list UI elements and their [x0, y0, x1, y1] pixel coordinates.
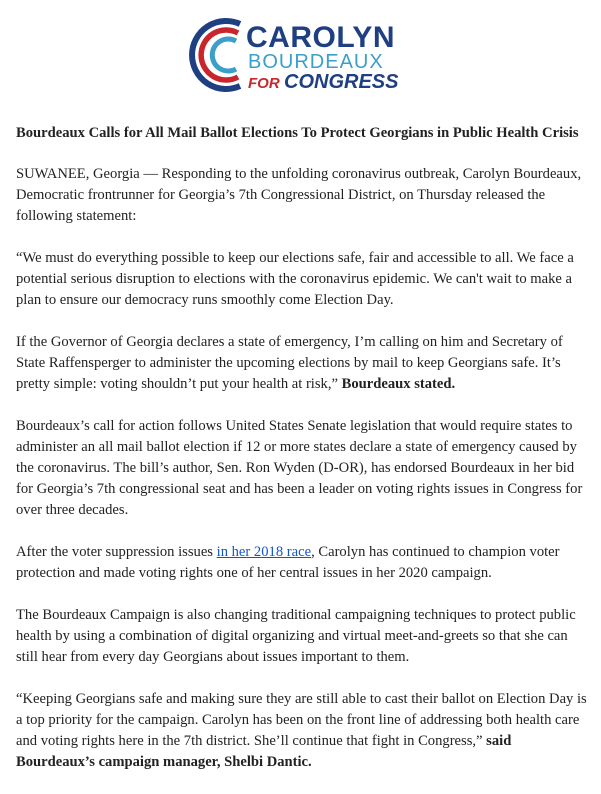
- press-release-body: [16, 123, 588, 794]
- quote-2-text: If the Governor of Georgia declares a state of emergency, I’m calling on him and Secretary of State Raffensperger to administer the upcoming elections by mail to keep Georgians safe. It’s pretty simple: voting shouldn’t put your health at risk,”: [16, 334, 563, 392]
- paragraph-quote-2: [16, 332, 588, 395]
- logo-congress: CONGRESS: [284, 71, 399, 93]
- headline: Bourdeaux Calls for All Mail Ballot Elections To Protect Georgians in Public Health Crisis: [16, 125, 579, 141]
- voter-protection-text-before: After the voter suppression issues: [16, 544, 217, 560]
- logo-name-first: CAROLYN: [246, 21, 396, 54]
- paragraph-voter-protection: [16, 542, 588, 584]
- manager-quote-text: “Keeping Georgians safe and making sure they are still able to cast their ballot on Election Day is a top priority for the campaign. Carolyn has been on the front line of addressing both health care and voting rights here in the 7th district. She’ll continue that fight in Congress,”: [16, 691, 587, 749]
- quote-2-attribution: Bourdeaux stated.: [341, 376, 456, 392]
- paragraph-campaign-manager-quote: [16, 689, 588, 773]
- logo-c-icon: [192, 21, 240, 89]
- paragraph-legislation: Bourdeaux’s call for action follows United States Senate legislation that would require states to administer an all mail ballot election if 12 or more states declare a state of emergency caused by the coronavirus. The bill’s author, Sen. Ron Wyden (D-OR), has endorsed Bourdeaux in her bid for Georgia’s 7th congressional seat and has been a leader on voting rights issues in Congress for over three decades.: [16, 418, 583, 518]
- logo-name-last: BOURDEAUX: [248, 51, 384, 73]
- paragraph-campaign-techniques: The Bourdeaux Campaign is also changing traditional campaigning techniques to protect public health by using a combination of digital organizing and virtual meet-and-greets so that she can still hear from every day Georgians about issues important to them.: [16, 607, 576, 665]
- link-2018-race[interactable]: in her 2018 race: [216, 544, 312, 560]
- logo-graphic: [188, 14, 428, 96]
- logo-for: FOR: [248, 75, 280, 92]
- voter-protection-text-after: , Carolyn has continued to champion voter protection and made voting rights one of her central issues in her 2020 campaign.: [16, 544, 560, 581]
- manager-quote-attribution: said Bourdeaux’s campaign manager, Shelbi Dantic.: [16, 733, 512, 770]
- campaign-logo: [188, 14, 428, 96]
- paragraph-quote-1: “We must do everything possible to keep our elections safe, fair and accessible to all. We face a potential serious disruption to elections with the coronavirus epidemic. We can't wait to make a plan to ensure our democracy runs smoothly come Election Day.: [16, 250, 574, 308]
- paragraph-intro: SUWANEE, Georgia — Responding to the unfolding coronavirus outbreak, Carolyn Bourdeaux, Democratic frontrunner for Georgia’s 7th Congressional District, on Thursday released the following statement:: [16, 166, 582, 224]
